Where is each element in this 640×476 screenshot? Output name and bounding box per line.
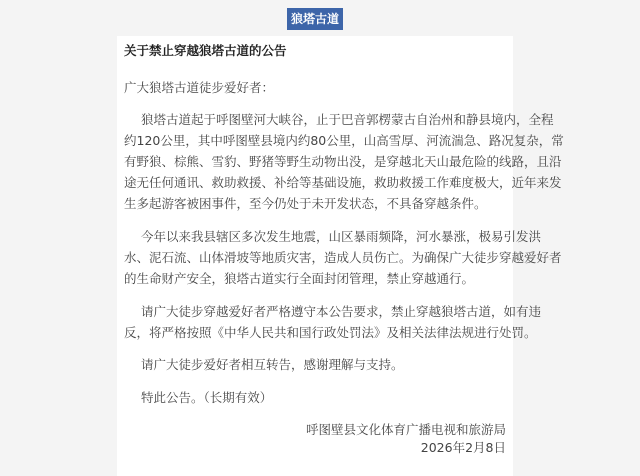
date: 2026年2月8日: [420, 440, 506, 455]
para3-line: 反，将严格按照《中华人民共和国行政处罚法》及相关法律法规进行处罚。: [124, 325, 537, 340]
greeting: 广大狼塔古道徒步爱好者：: [124, 80, 275, 95]
para4: 请广大徒步爱好者相互转告，感谢理解与支持。: [141, 357, 404, 372]
closing: 特此公告。（长期有效）: [141, 390, 273, 405]
para1-line: 途无任何通讯、救助救援、补给等基础设施，救助救援工作难度极大，近年来发: [124, 175, 562, 190]
para3-line: 请广大徒步穿越爱好者严格遵守本公告要求，禁止穿越狼塔古道，如有违: [141, 304, 542, 319]
para2-line: 的生命财产安全，狼塔古道实行全面封闭管理，禁止穿越通行。: [124, 271, 475, 286]
para1-line: 约120公里，其中呼图壁县境内约80公里，山高雪厚、河流湍急、路况复杂，常: [124, 133, 564, 148]
para1-line: 生多起游客被困事件，至今仍处于未开发状态，不具备穿越条件。: [124, 196, 487, 211]
para1-line: 狼塔古道起于呼图壁河大峡谷，止于巴音郭楞蒙古自治州和静县境内，全程: [141, 112, 554, 127]
para2-line: 今年以来我县辖区多次发生地震，山区暴雨频降，河水暴涨，极易引发洪: [141, 229, 542, 244]
notice-title: 关于禁止穿越狼塔古道的公告: [124, 43, 287, 58]
header-badge: 狼塔古道: [287, 8, 343, 30]
para1-line: 有野狼、棕熊、雪豹、野猪等野生动物出没，是穿越北天山最危险的线路，且沿: [124, 154, 562, 169]
signature: 呼图壁县文化体育广播电视和旅游局: [305, 422, 506, 437]
para2-line: 水、泥石流、山体滑坡等地质灾害，造成人员伤亡。为确保广大徒步穿越爱好者: [124, 250, 562, 265]
